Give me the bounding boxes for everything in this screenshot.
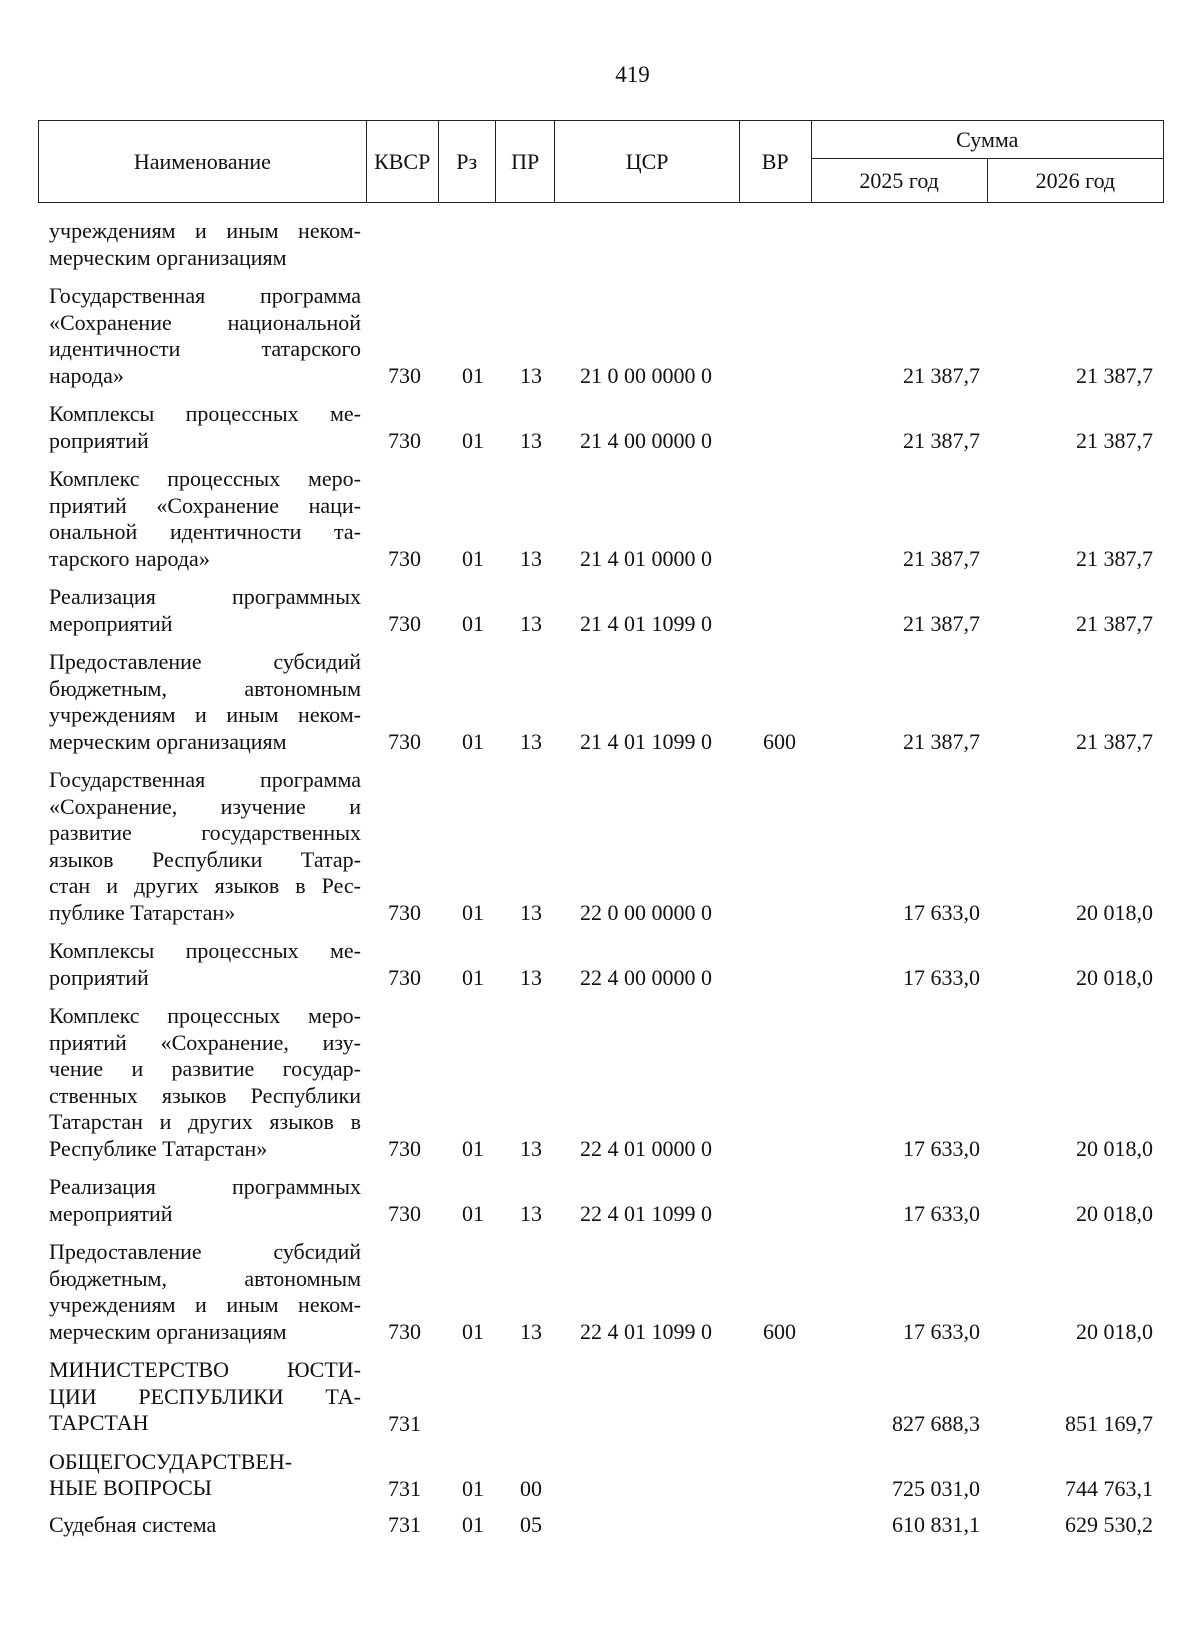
cell-pr: 13	[520, 611, 542, 636]
header-rz: Рз	[438, 121, 495, 203]
row-name-line: приятий «Сохранение наци-	[49, 492, 361, 518]
cell-s2025: 17 633,0	[903, 1319, 980, 1344]
cell-pr: 05	[520, 1512, 542, 1537]
cell-rz: 01	[462, 900, 484, 925]
header-csr: ЦСР	[555, 121, 739, 203]
cell-kvsr: 730	[388, 363, 421, 388]
cell-s2026: 20 018,0	[1076, 1136, 1153, 1161]
row-name	[49, 401, 361, 454]
cell-s2025: 610 831,1	[892, 1512, 980, 1537]
row-name-line: ственных языков Республики	[49, 1082, 361, 1108]
cell-s2026: 851 169,7	[1065, 1410, 1153, 1436]
row-name-line: Судебная система	[49, 1511, 217, 1537]
cell-pr: 13	[520, 900, 542, 925]
cell-s2026: 21 387,7	[1076, 729, 1153, 754]
table-row	[0, 938, 1200, 991]
table-row	[0, 1003, 1200, 1162]
row-name-line: развитие государственных	[49, 820, 361, 845]
row-name-line: МИНИСТЕРСТВО ЮСТИ-	[49, 1357, 361, 1382]
row-name-line: бюджетным, автономным	[49, 675, 361, 701]
table-row	[0, 218, 1200, 271]
cell-s2025: 17 633,0	[903, 1201, 980, 1226]
table-header	[38, 120, 1164, 203]
row-name-line: ТАРСТАН	[49, 1410, 149, 1435]
cell-s2025: 725 031,0	[892, 1475, 980, 1501]
cell-kvsr: 731	[388, 1512, 421, 1537]
cell-rz: 01	[462, 428, 484, 453]
row-name	[49, 283, 361, 389]
row-name	[49, 767, 361, 926]
table-row	[0, 1449, 1200, 1502]
row-name-line: НЫЕ ВОПРОСЫ	[49, 1475, 212, 1500]
cell-rz: 01	[462, 1201, 484, 1226]
cell-s2026: 20 018,0	[1076, 900, 1153, 925]
row-name-line: Реализация программных	[49, 1174, 361, 1199]
row-name-line: Государственная программа	[49, 283, 361, 308]
table-row	[0, 767, 1200, 926]
row-name-line: тарского народа»	[49, 545, 210, 571]
cell-s2026: 21 387,7	[1076, 546, 1153, 571]
row-name	[49, 584, 361, 637]
row-name-line: мерческим организациям	[49, 1318, 287, 1344]
cell-s2025: 21 387,7	[903, 546, 980, 571]
cell-kvsr: 730	[388, 1319, 421, 1344]
cell-rz: 01	[462, 1136, 484, 1161]
row-name-line: ЦИИ РЕСПУБЛИКИ ТА-	[49, 1383, 361, 1409]
row-name-line: идентичности татарского	[49, 336, 361, 361]
row-name-line: «Сохранение национальной	[49, 309, 361, 335]
table-body	[0, 206, 1200, 1538]
row-name-line: мерческим организациям	[49, 244, 287, 270]
row-name	[49, 218, 361, 271]
cell-s2025: 21 387,7	[903, 428, 980, 453]
row-name	[49, 1449, 361, 1502]
cell-csr: 22 4 01 1099 0	[580, 1201, 712, 1226]
cell-rz: 01	[462, 1512, 484, 1537]
row-name-line: языков Республики Татар-	[49, 846, 361, 872]
row-name-line: чение и развитие государ-	[49, 1056, 361, 1081]
row-name-line: учреждениям и иным неком-	[49, 1292, 361, 1317]
cell-pr: 13	[520, 428, 542, 453]
row-name-line: Комплекс процессных меро-	[49, 466, 361, 491]
cell-s2026: 744 763,1	[1065, 1475, 1153, 1501]
row-name-line: мерческим организациям	[49, 728, 287, 754]
cell-s2025: 21 387,7	[903, 729, 980, 754]
row-name-line: ональной идентичности та-	[49, 519, 361, 544]
cell-s2025: 21 387,7	[903, 611, 980, 636]
cell-s2025: 827 688,3	[892, 1410, 980, 1436]
row-name-line: учреждениям и иным неком-	[49, 218, 361, 243]
row-name-line: Комплексы процессных ме-	[49, 401, 361, 426]
header-year-2025: 2025 год	[811, 159, 987, 203]
row-name-line: учреждениям и иным неком-	[49, 702, 361, 727]
row-name-line: Государственная программа	[49, 767, 361, 792]
cell-csr: 21 0 00 0000 0	[580, 363, 712, 388]
cell-kvsr: 731	[388, 1475, 421, 1501]
table-row	[0, 401, 1200, 454]
row-name-line: Комплексы процессных ме-	[49, 938, 361, 963]
row-name-line: Предоставление субсидий	[49, 649, 361, 674]
cell-s2025: 17 633,0	[903, 1136, 980, 1161]
cell-pr: 13	[520, 546, 542, 571]
row-name	[49, 649, 361, 755]
cell-csr: 21 4 00 0000 0	[580, 428, 712, 453]
row-name-line: стан и других языков в Рес-	[49, 873, 361, 898]
cell-s2026: 21 387,7	[1076, 363, 1153, 388]
row-name-line: Татарстан и других языков в	[49, 1109, 361, 1134]
cell-rz: 01	[462, 729, 484, 754]
row-name-line: народа»	[49, 362, 124, 388]
row-name-line: приятий «Сохранение, изу-	[49, 1029, 361, 1055]
row-name-line: Комплекс процессных меро-	[49, 1003, 361, 1028]
cell-s2026: 21 387,7	[1076, 611, 1153, 636]
cell-csr: 22 4 00 0000 0	[580, 965, 712, 990]
row-name-line: Республике Татарстан»	[49, 1135, 268, 1161]
row-name-line: мероприятий	[49, 610, 173, 636]
row-name	[49, 1003, 361, 1162]
row-name-line: ОБЩЕГОСУДАРСТВЕН-	[49, 1448, 293, 1474]
cell-s2025: 17 633,0	[903, 900, 980, 925]
table-row	[0, 1357, 1200, 1437]
cell-kvsr: 730	[388, 965, 421, 990]
cell-csr: 21 4 01 1099 0	[580, 611, 712, 636]
cell-pr: 13	[520, 1201, 542, 1226]
row-name-line: Реализация программных	[49, 584, 361, 609]
row-name	[49, 466, 361, 572]
cell-csr: 22 0 00 0000 0	[580, 900, 712, 925]
row-name-line: публике Татарстан»	[49, 899, 236, 925]
header-vr: ВР	[739, 121, 811, 203]
header-year-2026: 2026 год	[987, 159, 1163, 203]
cell-kvsr: 730	[388, 546, 421, 571]
row-name	[49, 1174, 361, 1227]
cell-s2026: 20 018,0	[1076, 1201, 1153, 1226]
cell-kvsr: 730	[388, 428, 421, 453]
header-name: Наименование	[39, 121, 367, 203]
table-row	[0, 466, 1200, 572]
row-name-line: роприятий	[49, 964, 149, 990]
table-row	[0, 649, 1200, 755]
cell-csr: 22 4 01 0000 0	[580, 1136, 712, 1161]
row-name	[49, 1512, 361, 1539]
cell-vr: 600	[763, 729, 796, 754]
table-row	[0, 1239, 1200, 1345]
table-row	[0, 584, 1200, 637]
cell-kvsr: 730	[388, 900, 421, 925]
cell-kvsr: 730	[388, 611, 421, 636]
row-name-line: мероприятий	[49, 1200, 173, 1226]
cell-kvsr: 730	[388, 1136, 421, 1161]
cell-pr: 13	[520, 363, 542, 388]
cell-s2025: 17 633,0	[903, 965, 980, 990]
cell-pr: 13	[520, 729, 542, 754]
cell-rz: 01	[462, 965, 484, 990]
cell-rz: 01	[462, 1475, 484, 1501]
cell-s2026: 20 018,0	[1076, 1319, 1153, 1344]
cell-s2026: 21 387,7	[1076, 428, 1153, 453]
cell-rz: 01	[462, 1319, 484, 1344]
cell-vr: 600	[763, 1319, 796, 1344]
header-sum: Сумма	[811, 121, 1163, 159]
row-name-line: Предоставление субсидий	[49, 1239, 361, 1264]
cell-s2025: 21 387,7	[903, 363, 980, 388]
row-name	[49, 938, 361, 991]
cell-rz: 01	[462, 363, 484, 388]
table-row	[0, 283, 1200, 389]
table-row	[0, 1174, 1200, 1227]
row-name-line: «Сохранение, изучение и	[49, 793, 361, 819]
row-name	[49, 1239, 361, 1345]
cell-kvsr: 731	[388, 1410, 421, 1436]
cell-pr: 13	[520, 1136, 542, 1161]
cell-csr: 21 4 01 1099 0	[580, 729, 712, 754]
cell-kvsr: 730	[388, 729, 421, 754]
cell-rz: 01	[462, 546, 484, 571]
cell-pr: 13	[520, 1319, 542, 1344]
header-pr: ПР	[495, 121, 554, 203]
row-name-line: роприятий	[49, 427, 149, 453]
cell-pr: 13	[520, 965, 542, 990]
cell-csr: 22 4 01 1099 0	[580, 1319, 712, 1344]
page-number: 419	[615, 62, 650, 87]
cell-rz: 01	[462, 611, 484, 636]
row-name-line: бюджетным, автономным	[49, 1265, 361, 1291]
row-name	[49, 1357, 361, 1437]
cell-s2026: 629 530,2	[1065, 1512, 1153, 1537]
cell-kvsr: 730	[388, 1201, 421, 1226]
cell-pr: 00	[520, 1475, 542, 1501]
table-row	[0, 1512, 1200, 1539]
cell-csr: 21 4 01 0000 0	[580, 546, 712, 571]
cell-s2026: 20 018,0	[1076, 965, 1153, 990]
header-kvsr: КВСР	[366, 121, 438, 203]
